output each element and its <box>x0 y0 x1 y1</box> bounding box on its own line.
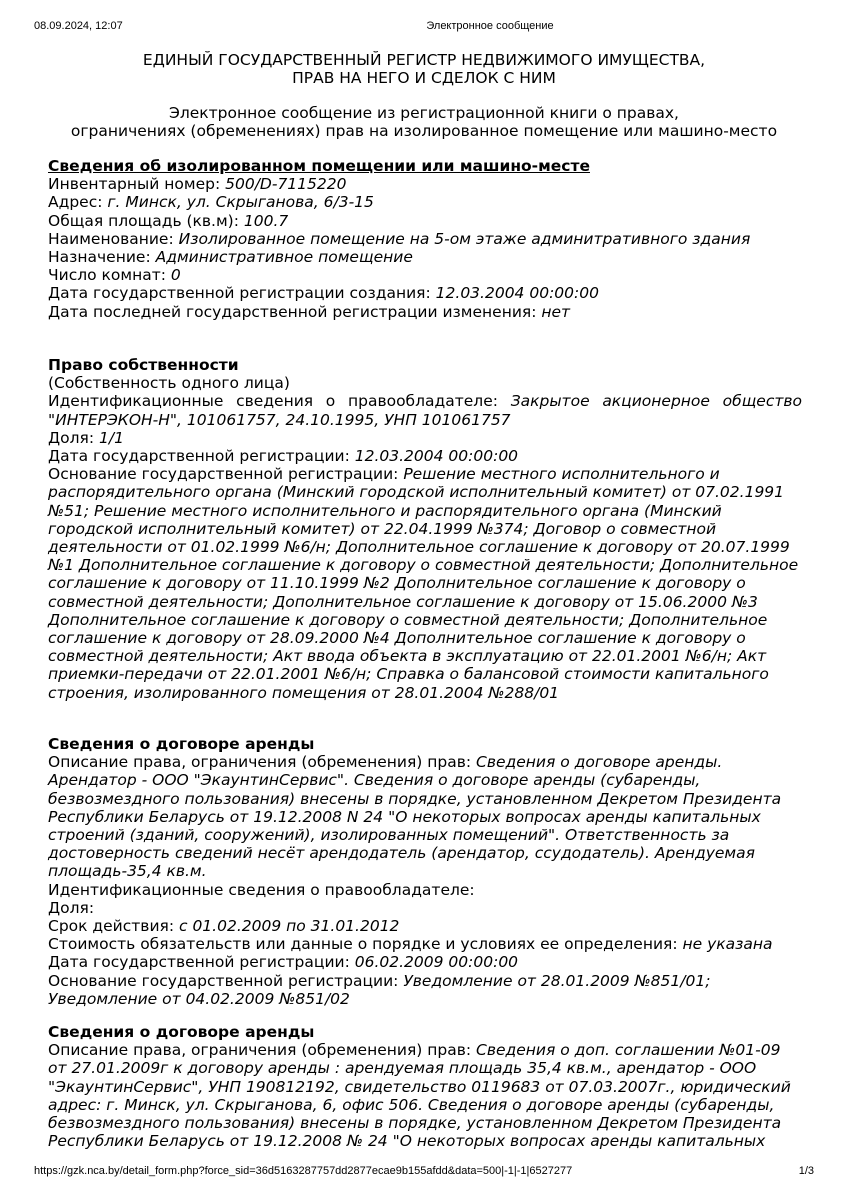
purpose-label: Назначение: <box>48 248 156 267</box>
lease1-term-row <box>48 917 802 935</box>
property-heading: Сведения об изолированном помещении или машино-месте <box>48 157 590 175</box>
lease1-term-value: с 01.02.2009 по 31.01.2012 <box>179 917 400 936</box>
lease1-cost-label: Стоимость обязательств или данные о порядке и условиях ее определения: <box>48 935 683 954</box>
lease2-heading: Сведения о договоре аренды <box>48 1023 315 1041</box>
inventory-number-value: 500/D-7115220 <box>225 175 347 194</box>
rooms-label: Число комнат: <box>48 266 171 285</box>
document-title-line2: ПРАВ НА НЕГО И СДЕЛОК С НИМ <box>292 69 556 88</box>
address-value: г. Минск, ул. Скрыганова, 6/3-15 <box>107 193 374 212</box>
property-section <box>48 157 802 321</box>
lease1-desc-row <box>48 753 802 880</box>
ownership-reg-row <box>48 447 802 465</box>
inventory-number-row <box>48 175 802 193</box>
address-label: Адрес: <box>48 193 108 212</box>
lease1-basis-label: Основание государственной регистрации: <box>48 971 404 990</box>
area-value: 100.7 <box>243 211 289 230</box>
ownership-basis-value: Решение местного исполнительного и распорядительного органа (Минский городской исполнительный комитет) от 07.02.1991 №51; Решение местного исполнительного и распорядительного органа (Минский городской исполнительный комитет) от 22.04.1999 №374; Договор о совместной деятельности от 01.02.1999 №6/н; Дополнительное соглашение к договору от 20.07.1999 №1 Дополнительное соглашение к договору о совместной деятельности; Дополнительное соглашение к договору от 11.10.1999 №2 Дополнительное соглашение к договору о совместной деятельности; Дополнительное соглашение к договору от 15.06.2000 №3 Дополнительное соглашение к договору о совместной деятельности; Дополнительное соглашение к договору от 28.09.2000 №4 Дополнительное соглашение к договору о совместной деятельности; Акт ввода объекта в эксплуатацию от 22.01.2001 №6/н; Акт приемки-передачи от 22.01.2001 №6/н; Справка о балансовой стоимости капитального строения, изолированного помещения от 28.01.2004 №288/01 <box>48 465 799 702</box>
lease1-desc-value: Сведения о договоре аренды. Арендатор - ООО "ЭкаунтинСервис". Сведения о договоре аренды (субаренды, безвозмездного пользования) внесены в порядке, установленном Декретом Президента Республики Беларусь от 19.12.2008 N 24 "О некоторых вопросах аренды капитальных строений (зданий, сооружений), изолированных помещений". Ответственность за достоверность сведений несёт арендодатель (арендатор, ссудодатель). Арендуемая площадь-35,4 кв.м. <box>48 753 782 881</box>
ownership-reg-label: Дата государственной регистрации: <box>48 447 355 466</box>
print-page-title: Электронное сообщение <box>426 20 554 32</box>
document-title <box>0 51 848 87</box>
document-title-line1: ЕДИНЫЙ ГОСУДАРСТВЕННЫЙ РЕГИСТР НЕДВИЖИМОГО ИМУЩЕСТВА, <box>142 51 706 69</box>
print-page-number: 1/3 <box>798 1165 814 1177</box>
lease-section-1 <box>48 735 802 1008</box>
name-value: Изолированное помещение на 5-ом этаже админитративного здания <box>178 229 751 248</box>
lease1-holder-label: Идентификационные сведения о правообладателе: <box>48 880 475 899</box>
ownership-section <box>48 356 802 702</box>
ownership-share-value: 1/1 <box>98 428 124 447</box>
document-subtitle-line2: ограничениях (обременениях) прав на изолированное помещение или машино-место <box>70 122 778 141</box>
area-label: Общая площадь (кв.м): <box>48 211 244 230</box>
ownership-heading: Право собственности <box>48 356 239 374</box>
document-subtitle-line1: Электронное сообщение из регистрационной книги о правах, <box>169 104 679 122</box>
name-label: Наименование: <box>48 229 179 248</box>
reg-created-row <box>48 284 802 302</box>
reg-created-value: 12.03.2004 00:00:00 <box>435 284 599 303</box>
lease-section-2 <box>48 1023 802 1151</box>
ownership-reg-value: 12.03.2004 00:00:00 <box>354 447 519 466</box>
area-row <box>48 212 802 230</box>
reg-changed-row <box>48 303 802 321</box>
lease1-reg-row <box>48 953 802 971</box>
lease1-heading: Сведения о договоре аренды <box>48 735 315 753</box>
lease1-desc-label: Описание права, ограничения (обременения) прав: <box>48 753 477 772</box>
reg-changed-label: Дата последней государственной регистрации изменения: <box>48 302 542 321</box>
ownership-holder-label: Идентификационные сведения о правообладателе: <box>48 392 511 411</box>
document-subtitle <box>0 104 848 140</box>
lease1-basis-row <box>48 972 802 1008</box>
lease2-desc-value: Сведения о доп. соглашении №01-09 от 27.01.2009г к договору аренды : арендуемая площадь 35,4 кв.м., арендатор - ООО "ЭкаунтинСервис", УНП 190812192, свидетельство 0119683 от 07.03.2007г., юридический адрес: г. Минск, ул. Скрыганова, 6, офис 506. Сведения о договоре аренды (субаренды, безвозмездного пользования) внесены в порядке, установленном Декретом Президента Республики Беларусь от 19.12.2008 № 24 "О некоторых вопросах аренды капитальных <box>48 1041 791 1151</box>
ownership-basis-row <box>48 465 802 702</box>
lease1-basis-value: Уведомление от 28.01.2009 №851/01; Уведомление от 04.02.2009 №851/02 <box>48 971 711 1008</box>
reg-created-label: Дата государственной регистрации создания: <box>48 284 436 303</box>
print-datetime: 08.09.2024, 12:07 <box>34 20 123 32</box>
purpose-value: Административное помещение <box>155 248 413 267</box>
lease2-desc-label: Описание права, ограничения (обременения) прав: <box>48 1041 477 1060</box>
reg-changed-value: нет <box>541 302 571 321</box>
purpose-row <box>48 248 802 266</box>
ownership-holder-row <box>48 392 802 428</box>
lease1-share-label: Доля: <box>48 898 95 917</box>
lease1-cost-row <box>48 935 802 953</box>
name-row <box>48 230 802 248</box>
address-row <box>48 193 802 211</box>
lease2-desc-row <box>48 1041 802 1150</box>
rooms-value: 0 <box>170 266 181 285</box>
ownership-share-row <box>48 429 802 447</box>
rooms-row <box>48 266 802 284</box>
lease1-reg-label: Дата государственной регистрации: <box>48 953 355 972</box>
lease1-term-label: Срок действия: <box>48 917 179 936</box>
ownership-share-label: Доля: <box>48 428 99 447</box>
ownership-holder-value: Закрытое акционерное общество "ИНТЕРЭКОН-Н", 101061757, 24.10.1995, УНП 101061757 <box>48 392 802 429</box>
lease1-reg-value: 06.02.2009 00:00:00 <box>354 953 519 972</box>
lease1-cost-value: не указана <box>682 935 773 954</box>
ownership-type: (Собственность одного лица) <box>48 374 290 393</box>
print-url: https://gzk.nca.by/detail_form.php?force_sid=36d5163287757dd2877ecae9b155afdd&data=500|-1|-1|6527277 <box>34 1165 573 1177</box>
ownership-basis-label: Основание государственной регистрации: <box>48 465 404 484</box>
inventory-number-label: Инвентарный номер: <box>48 175 226 194</box>
